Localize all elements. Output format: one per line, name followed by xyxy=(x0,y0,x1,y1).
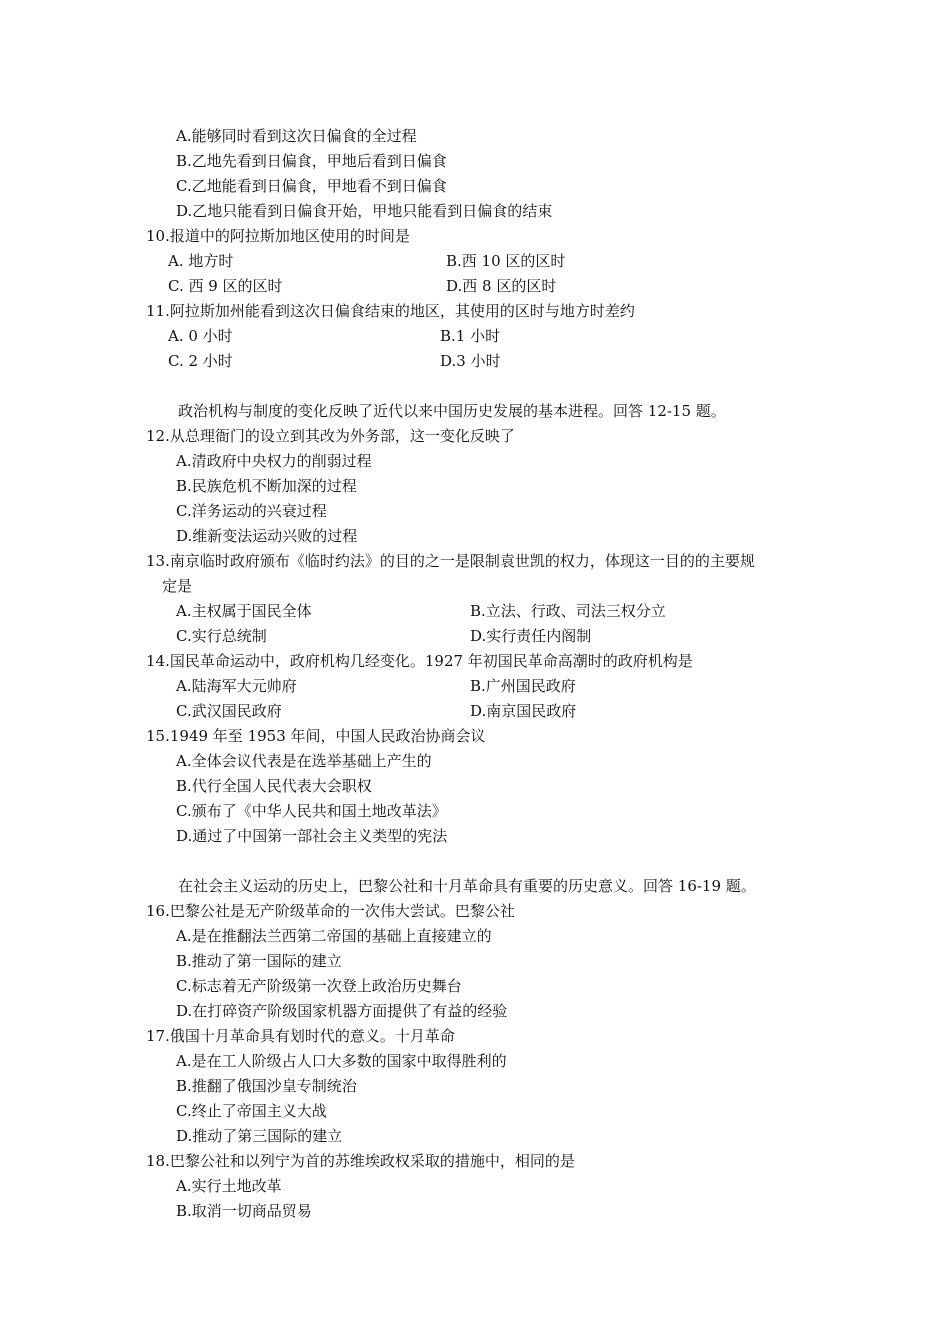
section-intro-16-19: 在社会主义运动的历史上，巴黎公社和十月革命具有重要的历史意义。回答 16-19 题。 xyxy=(178,877,756,895)
q11-stem: 11.阿拉斯加州能看到这次日偏食结束的地区，其使用的区时与地方时差约 xyxy=(146,302,635,320)
q9-option-a: A.能够同时看到这次日偏食的全过程 xyxy=(176,127,417,145)
q17-stem: 17.俄国十月革命具有划时代的意义。十月革命 xyxy=(146,1027,455,1045)
q14-stem: 14.国民革命运动中，政府机构几经变化。1927 年初国民革命高潮时的政府机构是 xyxy=(146,652,693,670)
q12-option-d: D.维新变法运动兴败的过程 xyxy=(176,527,358,545)
q12-option-c: C.洋务运动的兴衰过程 xyxy=(176,502,327,520)
q15-option-c: C.颁布了《中华人民共和国土地改革法》 xyxy=(176,802,447,820)
q13-option-d: D.实行责任内阁制 xyxy=(470,627,592,645)
q17-option-a: A.是在工人阶级占人口大多数的国家中取得胜利的 xyxy=(176,1052,507,1070)
q11-option-d: D.3 小时 xyxy=(440,352,501,370)
q16-option-b: B.推动了第一国际的建立 xyxy=(176,952,342,970)
q18-option-a: A.实行土地改革 xyxy=(176,1177,282,1195)
q13-option-b: B.立法、行政、司法三权分立 xyxy=(470,602,666,620)
q16-option-a: A.是在推翻法兰西第二帝国的基础上直接建立的 xyxy=(176,927,492,945)
q14-option-d: D.南京国民政府 xyxy=(470,702,577,720)
q13-stem-continued: 定是 xyxy=(162,577,193,595)
q10-option-c: C. 西 9 区的区时 xyxy=(168,277,283,295)
q15-stem: 15.1949 年至 1953 年间，中国人民政治协商会议 xyxy=(146,727,486,745)
q11-option-c: C. 2 小时 xyxy=(168,352,233,370)
q9-option-c: C.乙地能看到日偏食，甲地看不到日偏食 xyxy=(176,177,447,195)
q13-stem: 13.南京临时政府颁布《临时约法》的目的之一是限制袁世凯的权力，体现这一目的的主要规 xyxy=(146,552,755,570)
q17-option-d: D.推动了第三国际的建立 xyxy=(176,1127,343,1145)
q9-option-b: B.乙地先看到日偏食，甲地后看到日偏食 xyxy=(176,152,447,170)
q13-option-a: A.主权属于国民全体 xyxy=(176,602,312,620)
q12-option-a: A.清政府中央权力的削弱过程 xyxy=(176,452,372,470)
q16-stem: 16.巴黎公社是无产阶级革命的一次伟大尝试。巴黎公社 xyxy=(146,902,515,920)
q14-option-b: B.广州国民政府 xyxy=(470,677,576,695)
q10-stem: 10.报道中的阿拉斯加地区使用的时间是 xyxy=(146,227,410,245)
q16-option-c: C.标志着无产阶级第一次登上政治历史舞台 xyxy=(176,977,462,995)
q12-stem: 12.从总理衙门的设立到其改为外务部，这一变化反映了 xyxy=(146,427,515,445)
q9-option-d: D.乙地只能看到日偏食开始，甲地只能看到日偏食的结束 xyxy=(176,202,553,220)
q10-option-b: B.西 10 区的区时 xyxy=(446,252,566,270)
q10-option-a: A. 地方时 xyxy=(168,252,234,270)
q15-option-a: A.全体会议代表是在选举基础上产生的 xyxy=(176,752,432,770)
q10-option-d: D.西 8 区的区时 xyxy=(446,277,557,295)
q13-option-c: C.实行总统制 xyxy=(176,627,267,645)
q16-option-d: D.在打碎资产阶级国家机器方面提供了有益的经验 xyxy=(176,1002,508,1020)
q11-option-a: A. 0 小时 xyxy=(168,327,233,345)
section-intro-12-15: 政治机构与制度的变化反映了近代以来中国历史发展的基本进程。回答 12-15 题。 xyxy=(178,402,726,420)
q12-option-b: B.民族危机不断加深的过程 xyxy=(176,477,357,495)
q18-option-b: B.取消一切商品贸易 xyxy=(176,1202,312,1220)
q17-option-b: B.推翻了俄国沙皇专制统治 xyxy=(176,1077,357,1095)
q14-option-c: C.武汉国民政府 xyxy=(176,702,282,720)
q15-option-d: D.通过了中国第一部社会主义类型的宪法 xyxy=(176,827,448,845)
q15-option-b: B.代行全国人民代表大会职权 xyxy=(176,777,372,795)
q17-option-c: C.终止了帝国主义大战 xyxy=(176,1102,327,1120)
q18-stem: 18.巴黎公社和以列宁为首的苏维埃政权采取的措施中，相同的是 xyxy=(146,1152,575,1170)
q11-option-b: B.1 小时 xyxy=(440,327,501,345)
q14-option-a: A.陆海军大元帅府 xyxy=(176,677,297,695)
